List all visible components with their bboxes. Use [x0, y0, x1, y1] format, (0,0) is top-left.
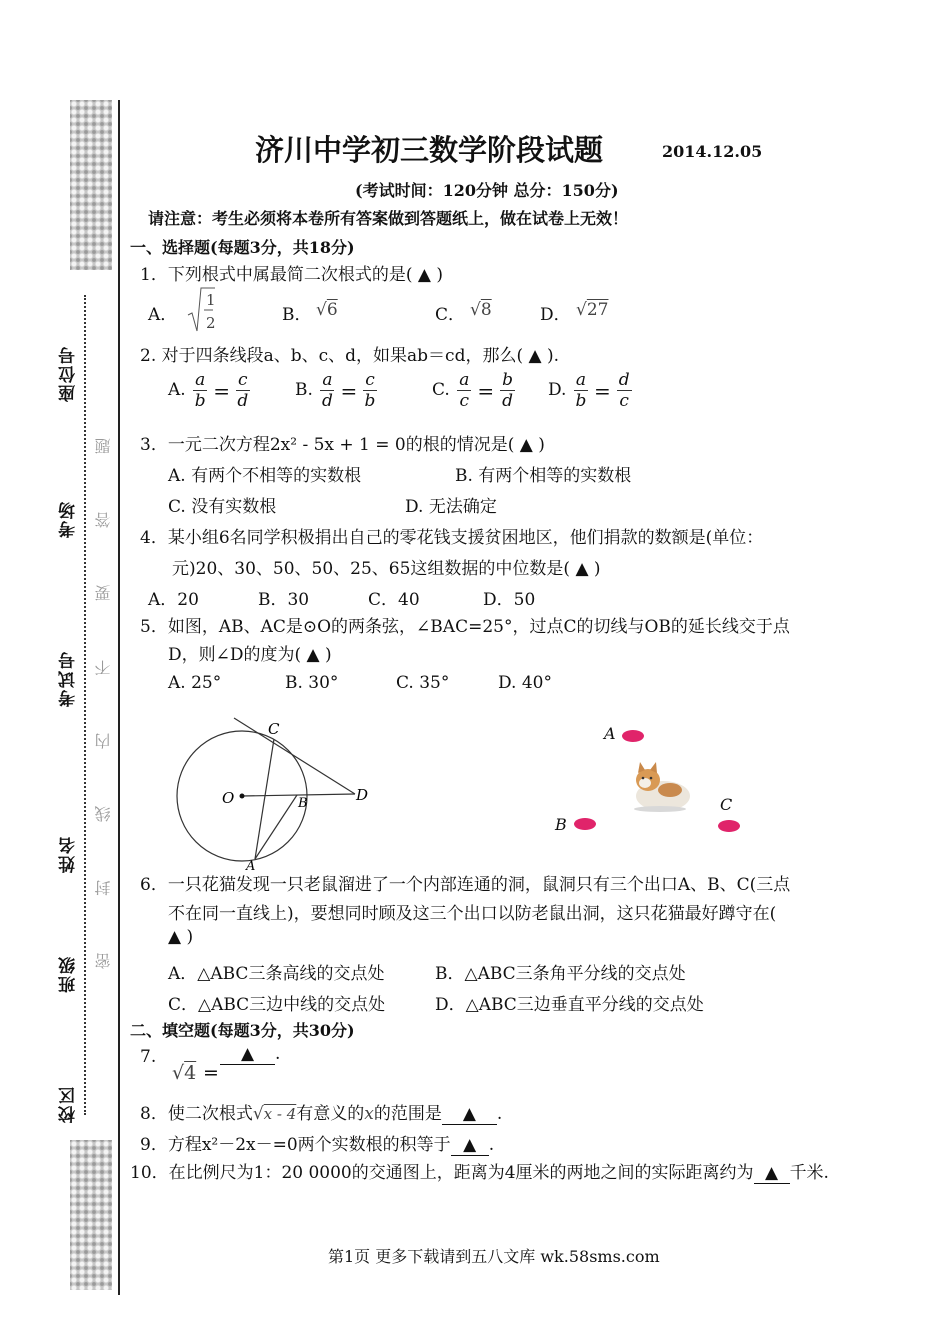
- q2-a-label: A.: [168, 380, 186, 400]
- q1-stem: 1．下列根式中属最简二次根式的是( ▲ ): [140, 265, 443, 285]
- q10-blank: ▲: [754, 1163, 790, 1184]
- q10-end: 千米.: [789, 1163, 829, 1183]
- q5-option-d: D. 40°: [498, 673, 552, 693]
- q8-var: x: [364, 1104, 374, 1124]
- q6-line2: 不在同一直线上)，要想同时顾及这三个出口以防老鼠出洞，这只花猫最好蹲守在(: [168, 904, 777, 924]
- q10-text: 10．在比例尺为1：20 0000的交通图上，距离为4厘米的两地之间的实际距离约为: [130, 1163, 754, 1183]
- q2-b-label: B.: [295, 380, 313, 400]
- q7-radicand: 4: [184, 1062, 197, 1084]
- margin-label-name: 姓名: [59, 835, 79, 873]
- q1-c-radicand: 8: [480, 300, 492, 320]
- frac-num: a: [195, 370, 206, 390]
- q9-blank: ▲: [451, 1135, 489, 1156]
- q2-option-a: A. $\frac{a}{b}$ = $\frac{c}{d}$: [168, 370, 249, 411]
- q2-stem: 2. 对于四条线段a、b、c、d，如果ab＝cd，那么( ▲ ).: [140, 346, 560, 366]
- label-o: O: [222, 789, 235, 807]
- q1-d-radicand: 27: [586, 300, 609, 320]
- section2-heading: 二、填空题(每题3分，共30分): [130, 1021, 355, 1040]
- q5-option-a: A. 25°: [168, 673, 222, 693]
- margin-label-seat: 座位号: [59, 345, 79, 402]
- exam-info: (考试时间：120分钟 总分：150分): [355, 181, 619, 200]
- seal-char: 密: [94, 953, 113, 969]
- frac-den: d: [237, 391, 249, 411]
- q7-eq: =: [203, 1062, 219, 1084]
- binding-line: [118, 100, 120, 1295]
- q6-option-d: D．△ABC三边垂直平分线的交点处: [435, 995, 704, 1015]
- margin-label-campus: 校区: [59, 1085, 79, 1123]
- q6-option-b: B．△ABC三条角平分线的交点处: [435, 964, 686, 984]
- q10-line: [130, 1158, 829, 1184]
- chord-ac: [255, 739, 274, 859]
- seal-char: 题: [94, 438, 113, 454]
- q1-d-value: √27: [576, 300, 609, 320]
- q9-end: .: [488, 1135, 495, 1155]
- margin-label-exam-no: 考试号: [59, 650, 79, 707]
- q6-line1: 6．一只花猫发现一只老鼠溜进了一个内部连通的洞，鼠洞只有三个出口A、B、C(三点: [140, 875, 791, 895]
- q5-line1: 5．如图，AB、AC是⊙O的两条弦，∠BAC=25°，过点C的切线与OB的延长线交于点: [140, 617, 790, 637]
- circle-tangent-figure: [170, 712, 380, 872]
- cat-label-c: C: [720, 795, 733, 814]
- q2-c-label: C.: [432, 380, 450, 400]
- hole-a: [622, 730, 644, 742]
- cat-label-a: A: [604, 724, 616, 743]
- q7-number: 7.: [140, 1047, 157, 1067]
- q3-option-c: C. 没有实数根: [168, 497, 277, 517]
- tangent-line: [234, 718, 355, 794]
- page-footer: 第1页 更多下载请到五八文库 wk.58sms.com: [328, 1247, 660, 1266]
- q5-option-c: C. 35°: [396, 673, 450, 693]
- seal-char: 要: [94, 585, 113, 601]
- seal-dotted-line: [84, 295, 86, 1115]
- center-point: [240, 794, 245, 799]
- q8-pre: 8．使二次根式: [140, 1104, 253, 1124]
- frac-den: d: [502, 391, 514, 411]
- frac-num: d: [618, 370, 630, 390]
- q4-option-b: B．30: [258, 590, 310, 610]
- q2-option-b: B. $\frac{a}{d}$ = $\frac{c}{b}$: [295, 370, 376, 411]
- q4-option-c: C．40: [368, 590, 420, 610]
- q2-option-c: C. $\frac{a}{c}$ = $\frac{b}{d}$: [432, 370, 514, 411]
- q7-blank: ▲: [220, 1044, 275, 1065]
- frac-den: b: [575, 391, 587, 411]
- q2-option-d: D. $\frac{a}{b}$ = $\frac{d}{c}$: [548, 370, 630, 411]
- q7-answer: [220, 1044, 280, 1065]
- cat-icon: [630, 760, 692, 815]
- frac-den: d: [321, 391, 333, 411]
- q6-line3: ▲ ): [168, 927, 194, 947]
- q7-end: .: [275, 1044, 281, 1064]
- frac-den: b: [364, 391, 376, 411]
- frac-den: b: [194, 391, 206, 411]
- q3-stem: 3．一元二次方程2x² - 5x + 1 = 0的根的情况是( ▲ ): [140, 435, 545, 455]
- seal-char: 答: [94, 512, 113, 528]
- q3-option-a: A. 有两个不相等的实数根: [168, 466, 362, 486]
- page-title: 济川中学初三数学阶段试题: [255, 133, 604, 167]
- frac-den: c: [619, 391, 629, 411]
- q1-option-a: A．: [148, 305, 178, 325]
- q8-line: 8．使二次根式√x - 4有意义的x的范围是 ▲ .: [140, 1104, 503, 1124]
- frac-num: a: [322, 370, 333, 390]
- q4-option-d: D．50: [483, 590, 536, 610]
- q4-line1: 4．某小组6名同学积极捐出自己的零花钱支援贫困地区，他们捐款的数额是(单位：: [140, 528, 764, 548]
- frac-num: b: [502, 370, 514, 390]
- frac-num: a: [459, 370, 470, 390]
- hole-c: [718, 820, 740, 832]
- label-c: C: [268, 720, 280, 738]
- q8-mid: 有意义的: [296, 1104, 365, 1124]
- margin-pattern-top: [70, 100, 112, 270]
- q7-sqrt: √4: [172, 1062, 197, 1084]
- q6-option-a: A．△ABC三条高线的交点处: [168, 964, 385, 984]
- q1-option-b: B．: [282, 305, 312, 325]
- q1-option-c: C．: [435, 305, 466, 325]
- seal-char: 线: [94, 806, 113, 822]
- q9-text: 9．方程x²－2x－=0两个实数根的积等于: [140, 1135, 451, 1155]
- q1-b-value: √6: [316, 300, 338, 320]
- q5-line2: D，则∠D的度为( ▲ ): [168, 645, 332, 665]
- q3-option-b: B. 有两个相等的实数根: [455, 466, 632, 486]
- q1-c-value: √8: [470, 300, 492, 320]
- chord-ab: [255, 795, 297, 859]
- frac-num: c: [238, 370, 248, 390]
- exam-date: 2014.12.05: [662, 142, 763, 161]
- q6-option-c: C．△ABC三边中线的交点处: [168, 995, 386, 1015]
- q2-d-label: D.: [548, 380, 567, 400]
- label-d: D: [356, 786, 369, 804]
- q3-option-d: D. 无法确定: [405, 497, 497, 517]
- q9-line: [140, 1130, 494, 1156]
- notice: 请注意：考生必须将本卷所有答案做到答题纸上，做在试卷上无效！: [148, 209, 629, 228]
- label-a: A: [246, 859, 256, 872]
- label-b: B: [298, 796, 308, 811]
- seal-char: 封: [94, 880, 113, 896]
- q8-post: 的范围是: [373, 1104, 442, 1124]
- q1-b-radicand: 6: [326, 300, 338, 320]
- q8-blank: ▲: [442, 1104, 497, 1125]
- q1-a-den: 2: [206, 314, 216, 332]
- margin-label-room: 考场: [59, 500, 79, 538]
- frac-num: a: [575, 370, 586, 390]
- q5-option-b: B. 30°: [285, 673, 339, 693]
- hole-b: [574, 818, 596, 830]
- frac-num: c: [365, 370, 375, 390]
- frac-den: c: [459, 391, 470, 411]
- margin-label-class: 班级: [59, 955, 79, 993]
- seal-char: 内: [94, 733, 113, 749]
- q4-option-a: A．20: [148, 590, 199, 610]
- margin-pattern-bottom: [70, 1140, 112, 1290]
- q1-a-num: 1: [206, 291, 216, 309]
- seal-char: 不: [94, 660, 113, 676]
- sqrt-half-icon: [186, 285, 216, 335]
- q8-radicand: x - 4: [263, 1105, 297, 1123]
- q8-end: .: [496, 1104, 503, 1124]
- q1-option-d: D．: [540, 305, 571, 325]
- section1-heading: 一、选择题(每题3分，共18分): [130, 238, 355, 257]
- cat-label-b: B: [555, 815, 567, 834]
- q4-line2: 元)20、30、50、50、25、65这组数据的中位数是( ▲ ): [172, 559, 601, 579]
